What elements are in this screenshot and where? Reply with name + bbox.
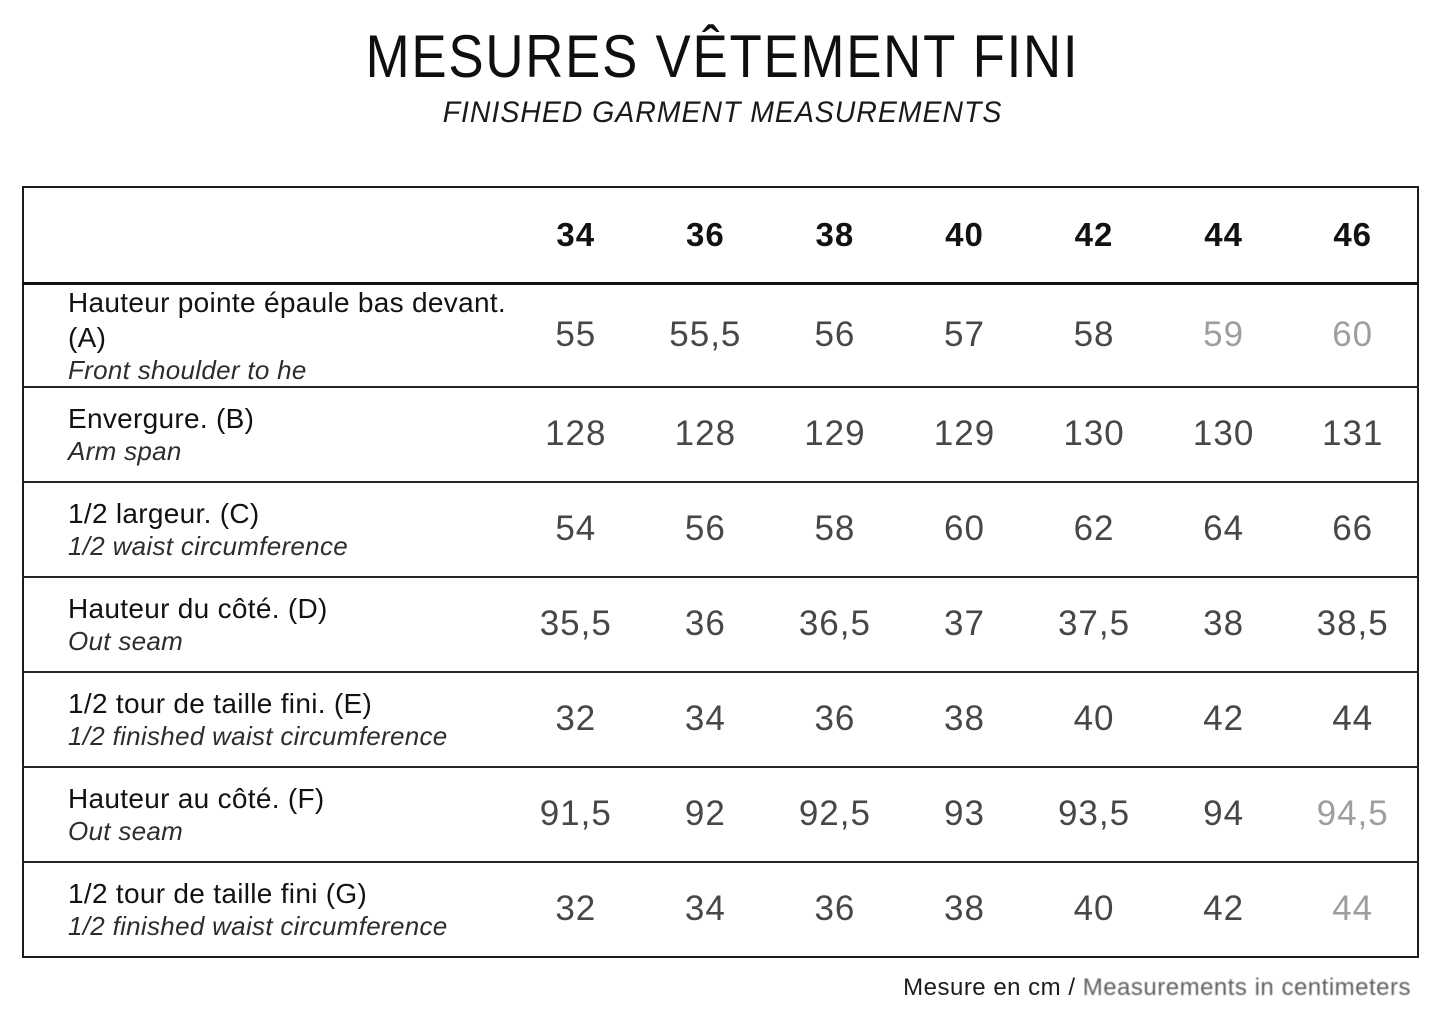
row-label-cell	[23, 482, 511, 577]
table-row	[23, 482, 1418, 577]
measurement-value: 56	[641, 482, 771, 577]
row-label-cell	[23, 672, 511, 767]
measurement-value: 34	[684, 889, 726, 929]
size-column-header: 40	[900, 187, 1030, 283]
measurement-value: 36	[770, 672, 900, 767]
size-column-header: 42	[1029, 187, 1159, 283]
size-column-header: 34	[511, 187, 641, 283]
measurement-value: 130	[1159, 387, 1289, 482]
measurement-value: 128	[641, 387, 771, 482]
measurement-value: 32	[511, 672, 641, 767]
units-note-en: Measurements in centimeters	[1082, 974, 1411, 1001]
row-label-cell	[23, 577, 511, 672]
measurement-value: 129	[900, 387, 1030, 482]
measurement-value: 60	[900, 482, 1030, 577]
row-label-cell	[23, 767, 511, 862]
row-label-fr: Hauteur du côté. (D)	[68, 593, 328, 625]
row-label-en: 1/2 finished waist circumference	[68, 721, 448, 752]
row-label-en: Front shoulder to he	[68, 354, 307, 385]
measurement-value: 57	[900, 283, 1030, 387]
table-row	[23, 767, 1418, 862]
units-note	[903, 974, 1411, 1002]
measurement-value: 92,5	[770, 767, 900, 862]
row-label-fr: Hauteur pointe épaule bas devant. (A)	[68, 286, 506, 353]
measurement-value: 40	[1029, 672, 1159, 767]
page-subtitle: FINISHED GARMENT MEASUREMENTS	[442, 96, 1003, 129]
measurement-value: 38	[1159, 577, 1289, 672]
measurement-value: 32	[555, 889, 597, 929]
measurement-value: 58	[1029, 283, 1159, 387]
size-column-header: 44	[1159, 187, 1289, 283]
measurement-value: 37	[900, 577, 1030, 672]
measurement-value: 59	[1159, 283, 1289, 387]
row-label-en: Out seam	[68, 816, 184, 847]
row-label-fr: Envergure. (B)	[68, 403, 255, 435]
measurement-value: 40	[1073, 889, 1115, 929]
row-label-fr: 1/2 tour de taille fini (G)	[68, 878, 368, 910]
measurement-value: 58	[770, 482, 900, 577]
measurement-value: 37,5	[1029, 577, 1159, 672]
measurement-value: 36	[641, 577, 771, 672]
measurement-value: 62	[1029, 482, 1159, 577]
measurement-table	[22, 186, 1419, 958]
row-label-fr: 1/2 largeur. (C)	[68, 498, 260, 530]
measurement-value: 92	[641, 767, 771, 862]
size-column-header: 36	[641, 187, 771, 283]
row-label-fr: Hauteur au côté. (F)	[68, 783, 325, 815]
measurement-value: 44	[1332, 889, 1374, 929]
table-row	[23, 577, 1418, 672]
row-label-cell	[23, 283, 511, 387]
measurement-value: 35,5	[511, 577, 641, 672]
row-label-en: 1/2 waist circumference	[68, 531, 349, 562]
measurement-value: 36	[814, 889, 856, 929]
row-label-en: Arm span	[68, 436, 182, 467]
measurement-value: 38,5	[1288, 577, 1418, 672]
measurement-value: 60	[1288, 283, 1418, 387]
measurement-value: 131	[1288, 387, 1418, 482]
measurement-value: 56	[770, 283, 900, 387]
measurement-value: 34	[641, 672, 771, 767]
page-title: MESURES VÊTEMENT FINI	[365, 23, 1080, 90]
measurement-value: 38	[900, 672, 1030, 767]
row-label-fr: 1/2 tour de taille fini. (E)	[68, 688, 373, 720]
measurement-value: 36,5	[770, 577, 900, 672]
row-label-en: Out seam	[68, 626, 184, 657]
measurement-value: 66	[1288, 482, 1418, 577]
table-row	[23, 283, 1418, 387]
measurement-value: 91,5	[511, 767, 641, 862]
measurement-value: 94	[1159, 767, 1289, 862]
measurement-value: 128	[511, 387, 641, 482]
row-label-cell	[23, 387, 511, 482]
measurement-value: 64	[1159, 482, 1289, 577]
row-label-cell	[23, 862, 511, 957]
measurement-value: 44	[1288, 672, 1418, 767]
measurement-value: 42	[1203, 889, 1245, 929]
measurement-value: 129	[770, 387, 900, 482]
measurement-value: 55,5	[641, 283, 771, 387]
measurement-value: 130	[1029, 387, 1159, 482]
size-header-row	[23, 187, 1418, 283]
units-note-fr: Mesure en cm	[903, 974, 1062, 1001]
table-row	[23, 387, 1418, 482]
measurement-value: 38	[944, 889, 985, 929]
size-column-header: 46	[1288, 187, 1418, 283]
measurement-value: 93	[900, 767, 1030, 862]
measurement-value: 93,5	[1029, 767, 1159, 862]
measurement-value: 54	[511, 482, 641, 577]
table-row	[23, 862, 1418, 957]
measurement-value: 42	[1159, 672, 1289, 767]
measurement-value: 55	[511, 283, 641, 387]
size-column-header: 38	[770, 187, 900, 283]
units-note-separator: /	[1061, 974, 1083, 1001]
measurement-value: 94,5	[1288, 767, 1418, 862]
label-column-header	[23, 187, 511, 283]
table-row	[23, 672, 1418, 767]
row-label-en: 1/2 finished waist circumference	[68, 911, 448, 942]
